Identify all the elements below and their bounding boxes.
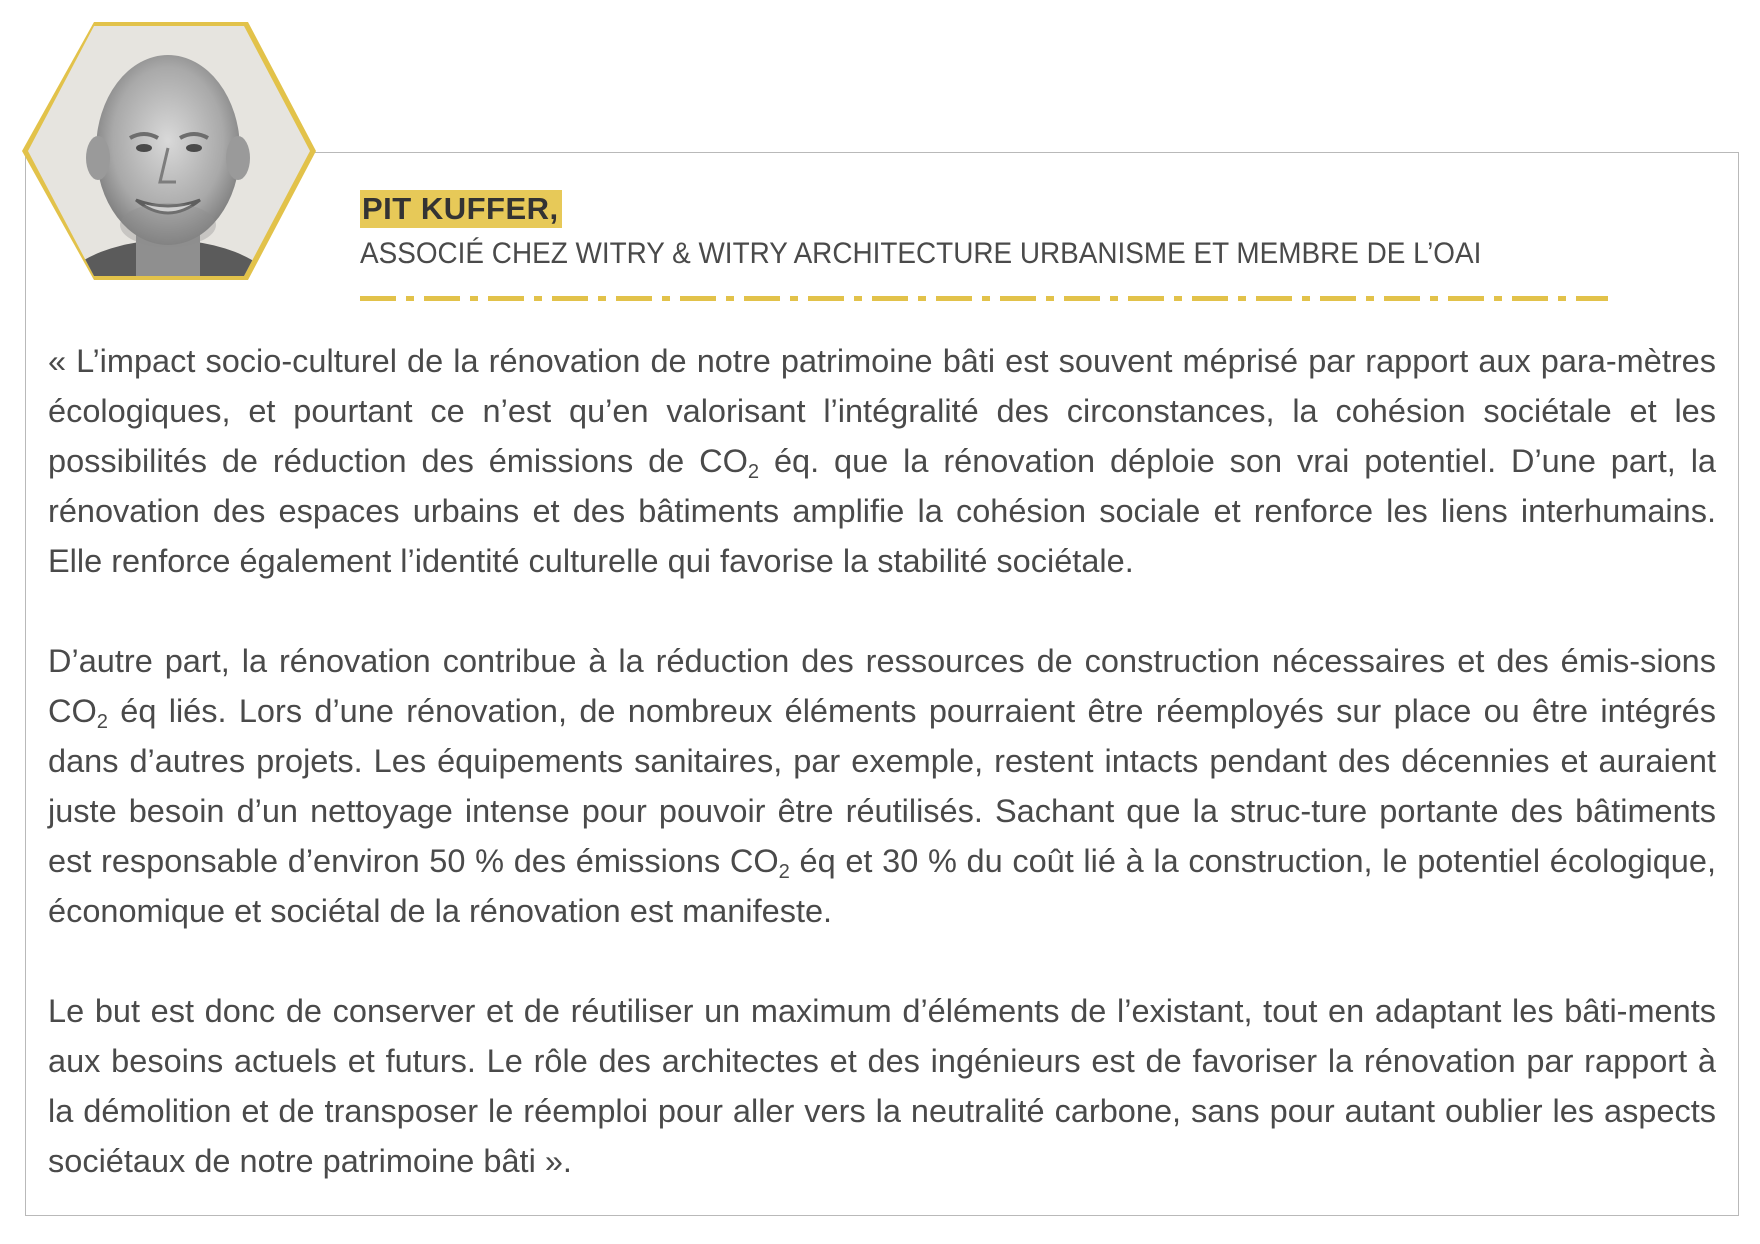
- person-role: ASSOCIÉ CHEZ WITRY & WITRY ARCHITECTURE URBANISME ET MEMBRE DE L’OAI: [360, 237, 1482, 270]
- co2-subscript: 2: [778, 861, 790, 884]
- quote-paragraph-2: [48, 636, 1716, 936]
- quote-paragraph-3: Le but est donc de conserver et de réutiliser un maximum d’éléments de l’existant, tout en adaptant les bâti-ments aux besoins actuels et futurs. Le rôle des architectes et des ingénieurs est de favoriser la rénovation par rapport à la démolition et de transposer le réemploi pour aller vers la neutralité carbone, sans pour autant oublier les aspects sociétaux de notre patrimoine bâti ».: [48, 993, 1716, 1179]
- quote-paragraph-1: [48, 336, 1716, 586]
- person-name: PIT KUFFER,: [360, 190, 562, 228]
- quote-body: [48, 336, 1716, 1186]
- quote-paragraph-2-part-a: D’autre part, la rénovation contribue à la réduction des ressources de construction nécessaires et des émis-sions CO: [48, 643, 1716, 729]
- dashed-divider: [360, 296, 1608, 301]
- co2-subscript: 2: [747, 461, 760, 484]
- quote-paragraph-1-part-b: éq. que la rénovation déploie son vrai potentiel. D’une part, la rénovation des espaces urbains et des bâtiments amplifie la cohésion sociale et renforce les liens interhumains. Elle renforce également l’identité culturelle qui favorise la stabilité sociétale.: [48, 443, 1716, 579]
- co2-subscript: 2: [96, 711, 108, 734]
- profile-header: [360, 190, 1610, 274]
- quote-paragraph-2-part-c: éq et 30 % du coût lié à la construction, le potentiel écologique, économique et sociétal de la rénovation est manifeste.: [48, 843, 1716, 929]
- quote-paragraph-1-part-a: « L’impact socio-culturel de la rénovation de notre patrimoine bâti est souvent méprisé par rapport aux para-mètres écologiques, et pourtant ce n’est qu’en valorisant l’intégralité des circonstances, la cohésion sociétale et les possibilités de réduction des émissions de CO: [48, 343, 1716, 479]
- quote-paragraph-2-part-b: éq liés. Lors d’une rénovation, de nombreux éléments pourraient être réemployés sur place ou être intégrés dans d’autres projets. Les équipements sanitaires, par exemple, restent intacts pendant des décennies et auraient juste besoin d’un nettoyage intense pour pouvoir être réutilisés. Sachant que la struc-ture portante des bâtiments est responsable d’environ 50 % des émissions CO: [48, 693, 1716, 879]
- portrait-photo-icon: [18, 20, 318, 282]
